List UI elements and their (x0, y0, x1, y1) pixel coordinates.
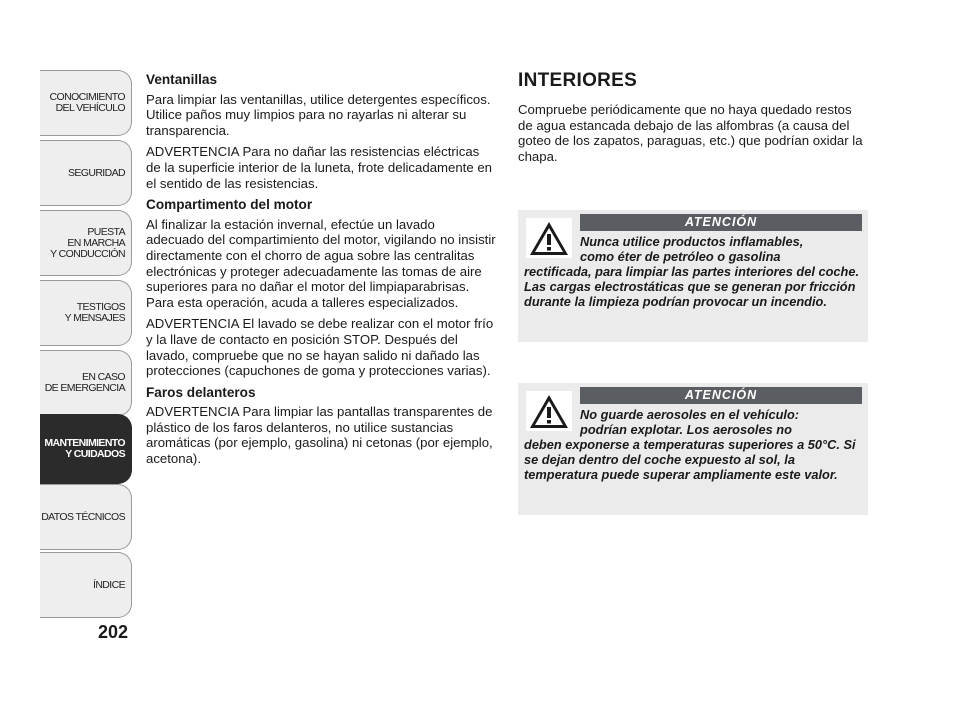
interiores-intro: Compruebe periódicamente que no haya quedado restos de agua estancada debajo de las alfombras (a causa del goteo de los zapatos, paraguas, etc.) que podrían oxidar la chapa. (518, 102, 863, 164)
faros-heading: Faros delanteros (146, 384, 256, 400)
page-number: 202 (98, 622, 129, 642)
left-column (146, 72, 496, 473)
tab-label: EN CASO DE EMERGENCIA (44, 371, 125, 394)
tab-label: SEGURIDAD (67, 166, 125, 179)
tab-mantenimiento-y-cuidados[interactable] (40, 414, 132, 484)
tab-puesta-en-marcha[interactable] (40, 210, 132, 276)
section-title: INTERIORES (518, 70, 638, 91)
warning-box-2 (518, 383, 868, 515)
tab-label: TESTIGOS Y MENSAJES (64, 301, 125, 324)
motor-paragraph-2: ADVERTENCIA El lavado se debe realizar con el motor frío y la llave de contacto en posición STOP. Después del lavado, compruebe que no se hayan salido ni dañado las protecciones (capuchones de goma y protecciones varias). (146, 316, 494, 379)
warning-heading: ATENCIÓN (580, 387, 862, 404)
faros-paragraph-1: ADVERTENCIA Para limpiar las pantallas transparentes de plástico de los faros delanteros, no utilice sustancias aromáticas (por ejemplo, gasolina) ni cetonas (por ejemplo, acetona). (146, 404, 493, 467)
warning-triangle-icon (526, 391, 572, 431)
motor-paragraph-1: Al finalizar la estación invernal, efectúe un lavado adecuado del compartimiento del motor, vigilando no insistir directamente con el chorro de agua sobre las centralitas electrónicas y proteger adecuadamente las tomas de aire superiores para no dañar el motor del limpiaparabrisas. Para esta operación, acuda a talleres especializados. (146, 216, 496, 310)
warning-text-line-1: Nunca utilice productos inflamables, (580, 234, 804, 249)
tab-indice[interactable] (40, 552, 132, 618)
tab-conocimiento-del-vehiculo[interactable] (40, 70, 132, 136)
warning-text-rest: deben exponerse a temperaturas superiores a 50°C. Si se dejan dentro del coche expuesto al sol, la temperatura puede superar ampliamente este valor. (524, 437, 856, 482)
tab-label: PUESTA EN MARCHA Y CONDUCCIÓN (50, 225, 125, 260)
motor-heading: Compartimento del motor (146, 197, 313, 213)
ventanillas-paragraph-2: ADVERTENCIA Para no dañar las resistencias eléctricas de la superficie interior de la luneta, frote delicadamente en el sentido de las resistencias. (146, 144, 493, 191)
ventanillas-heading: Ventanillas (146, 72, 218, 87)
warning-text-rest: rectificada, para limpiar las partes interiores del coche. Las cargas electrostáticas que se generan por fricción durante la limpieza podrían provocar un incendio. (524, 264, 859, 309)
tab-label: DATOS TÉCNICOS (41, 510, 125, 523)
warning-text-line-2: como éter de petróleo o gasolina (580, 249, 781, 264)
warning-triangle-icon (526, 218, 572, 258)
warning-text-line-1: No guarde aerosoles en el vehículo: (580, 407, 800, 422)
warning-box-1 (518, 210, 868, 342)
tab-label: MANTENIMIENTO Y CUIDADOS (44, 437, 125, 460)
tab-label: CONOCIMIENTO DEL VEHÍCULO (49, 91, 125, 114)
tab-testigos-y-mensajes[interactable] (40, 280, 132, 346)
warning-text (524, 407, 862, 482)
right-column (518, 70, 868, 164)
tab-seguridad[interactable] (40, 140, 132, 206)
warning-heading: ATENCIÓN (580, 214, 862, 231)
warning-text (524, 234, 862, 309)
tab-label: ÍNDICE (93, 578, 125, 591)
warning-text-line-2: podrían explotar. Los aerosoles no (580, 422, 792, 437)
tab-en-caso-de-emergencia[interactable] (40, 350, 132, 416)
ventanillas-paragraph-1: Para limpiar las ventanillas, utilice detergentes específicos. Utilice paños muy limpios para no rayarlas ni alterar su transparencia. (146, 91, 491, 138)
tab-datos-tecnicos[interactable] (40, 484, 132, 550)
